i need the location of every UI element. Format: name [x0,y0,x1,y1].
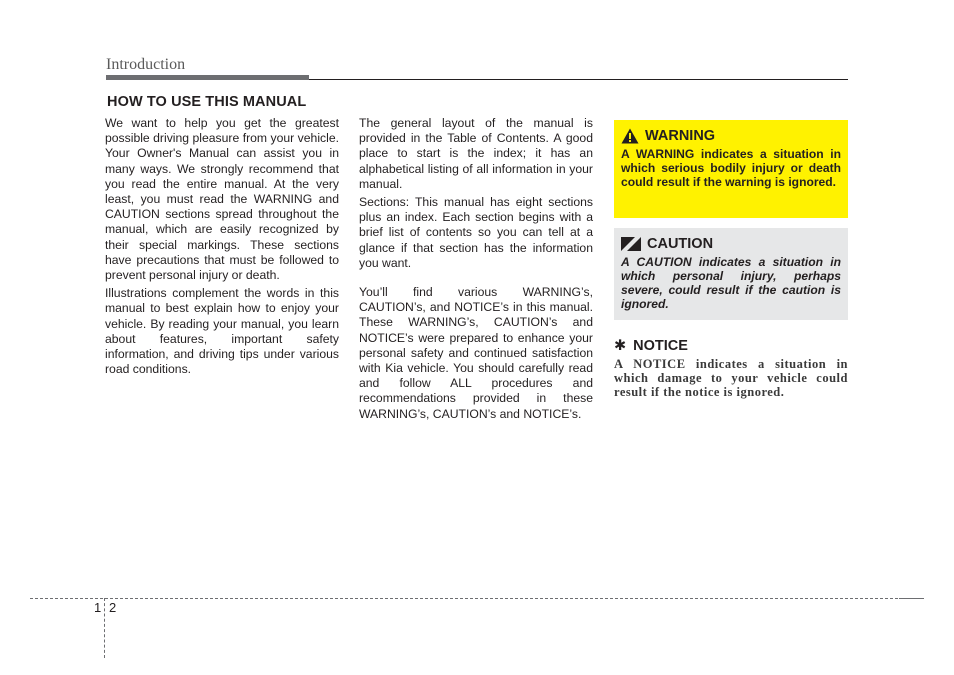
warning-triangle-icon [621,128,639,144]
warning-text: A WARNING indicates a situation in which serious bodily injury or death could result if the warning is ignored. [621,147,841,189]
paragraph: Illustrations complement the words in this manual to best explain how to enjoy your vehicle. By reading your manual, you learn about features, important safety information, and driving tips under various road conditions. [105,286,339,377]
header-rule [309,79,848,80]
warning-box [614,120,848,218]
notice-title [614,336,848,356]
caution-box [614,228,848,320]
caution-slash-icon [621,237,641,251]
header-bar [106,75,309,80]
footer-rule [30,598,898,599]
paragraph: The general layout of the manual is provided in the Table of Contents. A good place to start is the index; it has an alphabetical listing of all information in your manual. [359,116,593,191]
paragraph: Sections: This manual has eight sections plus an index. Each section begins with a brief list of contents so you can tell at a glance if that section has the information you want. [359,195,593,270]
warning-label: WARNING [645,128,716,144]
page-number: 2 [109,600,117,615]
footer-rule-end [899,598,924,599]
page-heading: HOW TO USE THIS MANUAL [107,94,307,110]
notice-label: NOTICE [633,338,688,354]
section-title: Introduction [106,56,186,73]
warning-title [621,127,841,145]
caution-label: CAUTION [647,236,714,252]
caution-title [621,235,841,253]
footer-divider [104,598,105,658]
paragraph: You’ll find various WARNING’s, CAUTION’s, and NOTICE’s in this manual. These WARNING’s, CAUTION’s and NOTICE’s were prepared to enhance your personal safety and continued satisfaction with Kia vehicle. You should carefully read and follow ALL procedures and recommendations provided in these WARNING’s, CAUTION’s and NOTICE’s. [359,285,593,421]
text-column-2 [359,116,593,425]
notice-text: A NOTICE indicates a situation in which damage to your vehicle could result if the notice is ignored. [614,357,848,399]
caution-text: A CAUTION indicates a situation in which personal injury, perhaps severe, could result if the caution is ignored. [621,255,841,311]
asterisk-icon: ✱ [614,338,627,354]
paragraph: We want to help you get the greatest possible driving pleasure from your vehicle. Your Owner's Manual can assist you in many ways. We strongly recommend that you read the entire manual. At the very least, you must read the WARNING and CAUTION sections spread throughout the manual, which are easily recognized by their special markings. These sections have precautions that must be followed to prevent personal injury or death. [105,116,339,283]
notice-section [614,336,848,399]
chapter-number: 1 [94,600,102,615]
text-column-1 [105,116,339,380]
